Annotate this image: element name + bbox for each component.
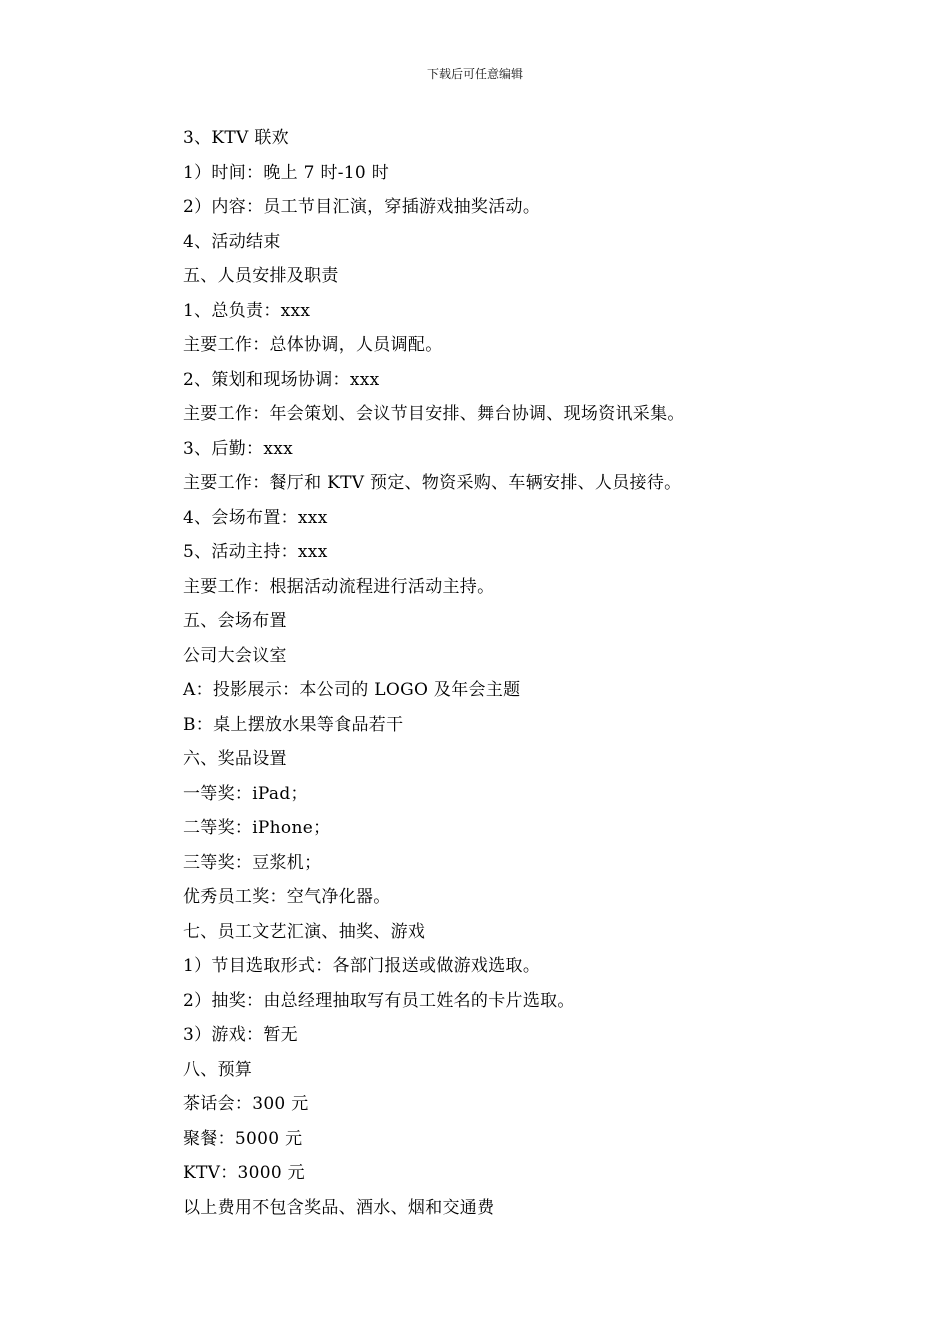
role-planning-duty: 主要工作：年会策划、会议节目安排、舞台协调、现场资讯采集。 — [183, 404, 685, 424]
performance-selection: 1）节目选取形式：各部门报送或做游戏选取。 — [183, 956, 541, 976]
heading-venue-setup: 五、会场布置 — [183, 611, 287, 631]
page-header-note: 下载后可任意编辑 — [426, 67, 523, 81]
budget-ktv: KTV：3000 元 — [183, 1163, 305, 1183]
role-planning: 2、策划和现场协调：xxx — [183, 369, 380, 390]
prize-third: 三等奖：豆浆机； — [183, 852, 322, 873]
heading-staff-arrangement: 五、人员安排及职责 — [183, 266, 339, 286]
role-host: 5、活动主持：xxx — [183, 542, 328, 562]
games-note: 3）游戏：暂无 — [183, 1025, 298, 1045]
prize-first: 一等奖：iPad； — [183, 783, 308, 804]
section-activity-end: 4、活动结束 — [183, 231, 281, 252]
prize-second: 二等奖：iPhone； — [183, 818, 331, 838]
role-host-duty: 主要工作：根据活动流程进行活动主持。 — [183, 576, 495, 597]
budget-exclusions-note: 以上费用不包含奖品、酒水、烟和交通费 — [183, 1197, 495, 1218]
prize-outstanding-employee: 优秀员工奖：空气净化器。 — [183, 887, 391, 907]
budget-tea-party: 茶话会：300 元 — [183, 1094, 309, 1114]
heading-prizes: 六、奖品设置 — [183, 749, 287, 769]
venue-location: 公司大会议室 — [183, 645, 287, 666]
venue-item-a: A：投影展示：本公司的 LOGO 及年会主题 — [183, 680, 521, 700]
role-general-lead-duty: 主要工作：总体协调，人员调配。 — [183, 335, 443, 355]
role-logistics-duty: 主要工作：餐厅和 KTV 预定、物资采购、车辆安排、人员接待。 — [183, 473, 682, 493]
document-body — [183, 121, 803, 1225]
budget-dinner: 聚餐：5000 元 — [183, 1128, 303, 1149]
venue-item-b: B：桌上摆放水果等食品若干 — [183, 714, 404, 735]
role-venue-setup: 4、会场布置：xxx — [183, 507, 328, 528]
section-ktv-party: 3、KTV 联欢 — [183, 128, 289, 148]
lottery-method: 2）抽奖：由总经理抽取写有员工姓名的卡片选取。 — [183, 990, 575, 1011]
heading-performances: 七、员工文艺汇演、抽奖、游戏 — [183, 921, 426, 942]
heading-budget: 八、预算 — [183, 1059, 253, 1080]
role-logistics: 3、后勤：xxx — [183, 438, 293, 459]
ktv-content: 2）内容：员工节目汇演，穿插游戏抽奖活动。 — [183, 197, 541, 217]
role-general-lead: 1、总负责：xxx — [183, 300, 311, 321]
ktv-time: 1）时间：晚上 7 时-10 时 — [183, 162, 390, 183]
